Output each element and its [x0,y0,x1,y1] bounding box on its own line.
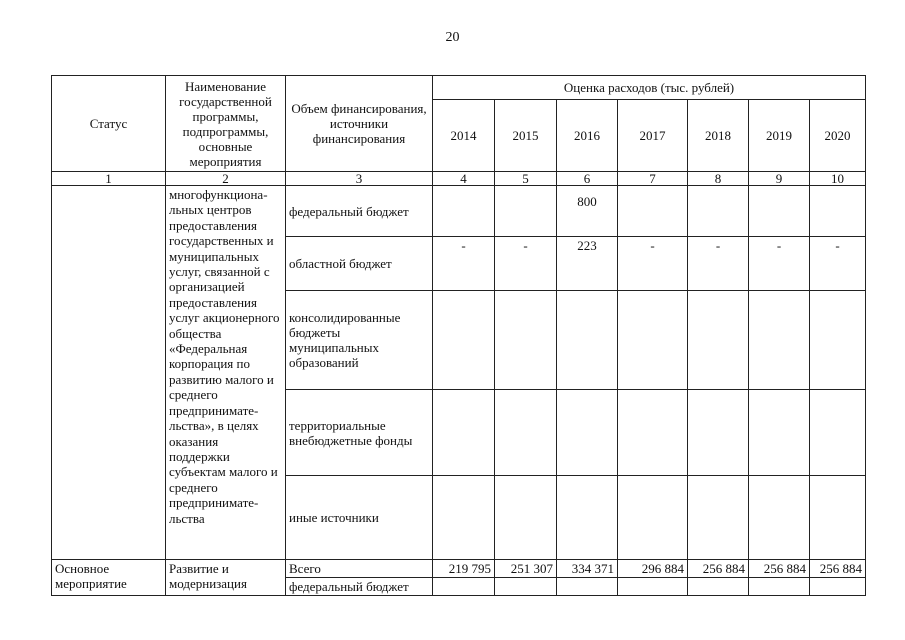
header-funding: Объем финансирования, источники финансирования [286,76,433,172]
funding-source: областной бюджет [286,237,433,291]
column-number: 1 [52,172,166,186]
header-year: 2018 [688,100,749,172]
column-number-row [52,172,866,186]
value-cell [749,578,810,596]
table-row [52,186,866,237]
column-number: 3 [286,172,433,186]
total-value-cell: 256 884 [749,560,810,578]
next-status-cell: Основное мероприятие [52,560,166,596]
header-year: 2019 [749,100,810,172]
next-program-name-cell: Развитие и модернизация [166,560,286,596]
value-cell [688,390,749,476]
value-cell: - [810,237,866,291]
column-number: 4 [433,172,495,186]
value-cell [495,390,557,476]
status-cell [52,186,166,560]
value-cell: 223 [557,237,618,291]
value-cell [810,291,866,390]
value-cell: - [433,237,495,291]
program-name-cell: многофункциона-льных центров предоставления государственных и муниципальных услуг, связанной с организацией предоставления услуг акционерного общества «Федеральная корпорация по развитию малого и среднего предпринимате-льства», в целях оказания поддержки субъектам малого и среднего предпринимате-льства [166,186,286,560]
value-cell [618,578,688,596]
value-cell [495,186,557,237]
value-cell [495,476,557,560]
column-number: 7 [618,172,688,186]
value-cell [557,476,618,560]
header-program-name: Наименование государственной программы, подпрограммы, основные мероприятия [166,76,286,172]
value-cell [688,291,749,390]
value-cell [688,476,749,560]
value-cell [749,186,810,237]
value-cell [688,578,749,596]
value-cell [433,476,495,560]
value-cell [557,390,618,476]
value-cell: - [688,237,749,291]
total-value-cell: 251 307 [495,560,557,578]
value-cell [557,291,618,390]
total-value-cell: 256 884 [688,560,749,578]
budget-table [51,75,866,596]
funding-source: территориальные внебюджетные фонды [286,390,433,476]
value-cell: - [749,237,810,291]
column-number: 9 [749,172,810,186]
header-year: 2015 [495,100,557,172]
column-number: 2 [166,172,286,186]
funding-source: федеральный бюджет [286,186,433,237]
value-cell [810,578,866,596]
value-cell [749,476,810,560]
budget-table-container [51,75,866,596]
header-status: Статус [52,76,166,172]
value-cell [433,186,495,237]
table-row [52,560,866,578]
value-cell [618,291,688,390]
value-cell [749,390,810,476]
total-value-cell: 219 795 [433,560,495,578]
header-year: 2020 [810,100,866,172]
value-cell [433,291,495,390]
column-number: 8 [688,172,749,186]
value-cell: 800 [557,186,618,237]
value-cell [433,390,495,476]
funding-source: федеральный бюджет [286,578,433,596]
value-cell: - [618,237,688,291]
value-cell [495,578,557,596]
page-number: 20 [445,30,460,45]
value-cell [810,476,866,560]
funding-source-total: Всего [286,560,433,578]
header-year: 2017 [618,100,688,172]
value-cell [810,390,866,476]
value-cell [618,186,688,237]
header-costs: Оценка расходов (тыс. рублей) [433,76,866,100]
value-cell [749,291,810,390]
value-cell [618,476,688,560]
header-year: 2014 [433,100,495,172]
value-cell [688,186,749,237]
value-cell [557,578,618,596]
value-cell [495,291,557,390]
funding-source: консолидированные бюджеты муниципальных образований [286,291,433,390]
header-year: 2016 [557,100,618,172]
funding-source: иные источники [286,476,433,560]
total-value-cell: 256 884 [810,560,866,578]
column-number: 5 [495,172,557,186]
value-cell [618,390,688,476]
value-cell [433,578,495,596]
value-cell: - [495,237,557,291]
column-number: 10 [810,172,866,186]
total-value-cell: 296 884 [618,560,688,578]
value-cell [810,186,866,237]
column-number: 6 [557,172,618,186]
total-value-cell: 334 371 [557,560,618,578]
